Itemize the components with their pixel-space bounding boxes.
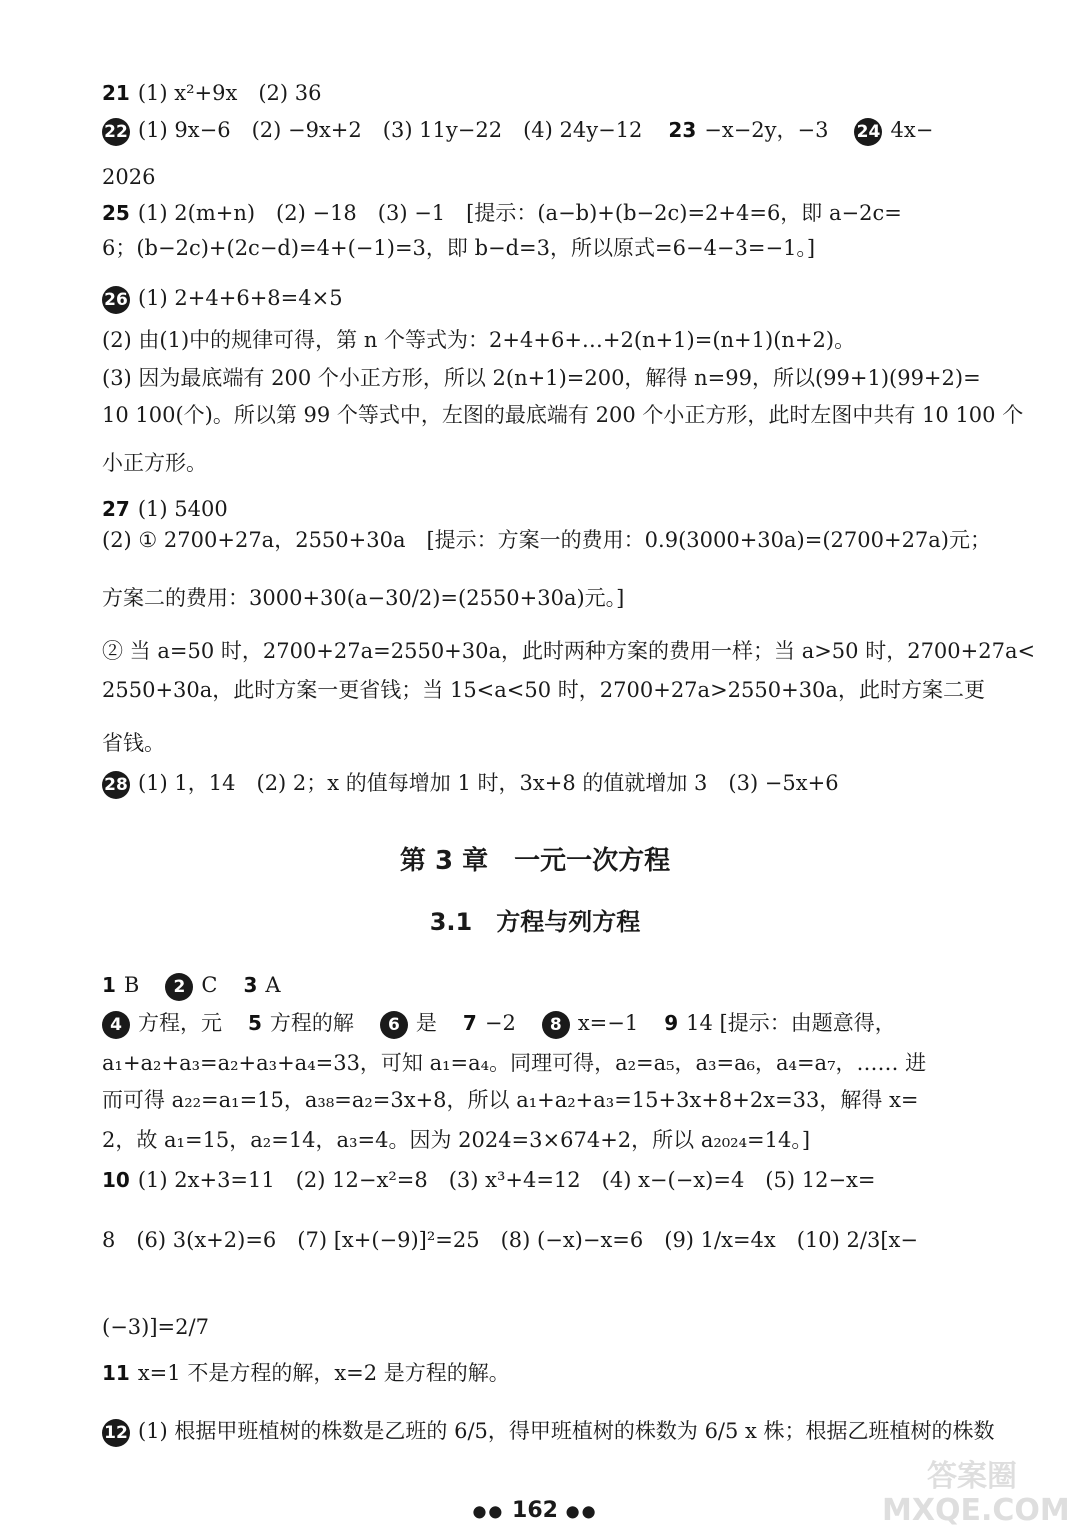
answer-line — [102, 1312, 1012, 1342]
question-number: 28 — [102, 771, 130, 799]
answer-text: a₁+a₂+a₃=a₂+a₃+a₄=33，可知 a₁=a₄。同理可得，a₂=a₅，a₃=a₆，a₄=a₇，…… 进 — [102, 1051, 927, 1075]
answer-text: 方程，元 — [138, 1011, 222, 1035]
answer-text: 方案二的费用：3000+30(a−30/2)=(2550+30a)元。] — [102, 586, 625, 610]
question-number: 2 — [165, 973, 193, 1001]
answer-text: C — [201, 973, 218, 997]
answer-line — [102, 1048, 1012, 1078]
question-number: 10 — [102, 1168, 130, 1192]
question-number: 7 — [462, 1011, 477, 1035]
question-number: 6 — [380, 1011, 408, 1039]
answer-line — [102, 162, 1012, 192]
answer-text: (1) 2(m+n) (2) −18 (3) −1 [提示：(a−b)+(b−2c)=2+4=6，即 a−2c= — [137, 201, 902, 225]
answer-text: 14 [提示：由题意得， — [686, 1011, 896, 1035]
answer-line — [102, 233, 1012, 263]
question-number: 8 — [542, 1011, 570, 1039]
answer-text: ② 当 a=50 时，2700+27a=2550+30a，此时两种方案的费用一样；当 a>50 时，2700+27a< — [102, 639, 1036, 663]
answer-line — [102, 728, 1012, 758]
answer-text: 6；(b−2c)+(2c−d)=4+(−1)=3，即 b−d=3，所以原式=6−4−3=−1。] — [102, 236, 816, 260]
answer-line — [102, 525, 1012, 555]
answer-text: (1) 9x−6 (2) −9x+2 (3) 11y−22 (4) 24y−12 — [138, 118, 643, 142]
answer-text: (1) 5400 — [137, 497, 228, 521]
question-number: 12 — [102, 1419, 130, 1447]
answer-text: (1) 根据甲班植树的株数是乙班的 6/5，得甲班植树的株数为 6/5 x 株；根据乙班植树的株数 — [138, 1419, 995, 1443]
question-number: 1 — [102, 973, 116, 997]
watermark-logo: 答案圈 MXQE.COM — [882, 1459, 1070, 1528]
answer-text: B — [123, 973, 140, 997]
answer-text: (1) 2x+3=11 (2) 12−x²=8 (3) x³+4=12 (4) x−(−x)=4 (5) 12−x= — [137, 1168, 876, 1192]
answer-line — [102, 115, 1012, 146]
answer-text: 而可得 a₂₂=a₁=15，a₃₈=a₂=3x+8，所以 a₁+a₂+a₃=15+3x+8+2x=33，解得 x= — [102, 1088, 919, 1112]
answer-line — [102, 583, 1012, 613]
footer-dots-right: ●● — [565, 1501, 598, 1521]
answer-line — [102, 1416, 1012, 1447]
answer-text: −2 — [484, 1011, 516, 1035]
question-number: 23 — [668, 118, 697, 142]
question-number: 27 — [102, 497, 130, 521]
answer-text: 2026 — [102, 165, 156, 189]
question-number: 26 — [102, 286, 130, 314]
answer-text: 8 (6) 3(x+2)=6 (7) [x+(−9)]²=25 (8) (−x)−x=6 (9) 1/x=4x (10) 2/3[x− — [102, 1228, 918, 1252]
question-number: 9 — [664, 1011, 679, 1035]
answer-line — [102, 675, 1012, 705]
question-number: 11 — [102, 1361, 130, 1385]
answer-text: 2550+30a，此时方案一更省钱；当 15<a<50 时，2700+27a>2550+30a，此时方案二更 — [102, 678, 985, 702]
question-number: 5 — [248, 1011, 262, 1035]
answer-text: A — [265, 973, 281, 997]
answer-line — [102, 198, 1012, 228]
chapter-title: 第 3 章 一元一次方程 — [399, 846, 671, 876]
answer-line — [102, 400, 1024, 430]
answer-text: (−3)]=2/7 — [102, 1315, 209, 1339]
question-number: 4 — [102, 1011, 130, 1039]
answer-line — [102, 636, 1036, 666]
question-number: 24 — [854, 118, 882, 146]
answer-text: x=1 不是方程的解，x=2 是方程的解。 — [137, 1361, 510, 1385]
answer-line — [102, 768, 1012, 799]
answer-text: (1) 2+4+6+8=4×5 — [138, 286, 343, 310]
answer-text: 方程的解 — [269, 1011, 354, 1035]
answer-text: (1) x²+9x (2) 36 — [137, 81, 322, 105]
answer-line — [102, 448, 1012, 478]
answer-line — [102, 1085, 1012, 1115]
answer-text: 10 100(个)。所以第 99 个等式中，左图的最底端有 200 个小正方形，此时左图中共有 10 100 个 — [102, 403, 1024, 427]
answer-text: 是 — [415, 1011, 437, 1035]
answer-text: (2) ① 2700+27a，2550+30a [提示：方案一的费用：0.9(3000+30a)=(2700+27a)元； — [102, 528, 992, 552]
section-title: 3.1 方程与列方程 — [429, 908, 641, 936]
answer-line — [102, 1165, 1012, 1195]
page-number: 162 — [512, 1498, 558, 1523]
answer-text: 省钱。 — [102, 731, 165, 755]
answer-text: (3) 因为最底端有 200 个小正方形，所以 2(n+1)=200，解得 n=99，所以(99+1)(99+2)= — [102, 366, 981, 390]
answer-line — [102, 970, 1012, 1001]
question-number: 25 — [102, 201, 130, 225]
answer-text: 4x− — [890, 118, 934, 142]
answer-line — [102, 363, 1012, 393]
question-number: 3 — [243, 973, 258, 997]
answer-text: 小正方形。 — [102, 451, 207, 475]
answer-text: (1) 1，14 (2) 2；x 的值每增加 1 时，3x+8 的值就增加 3 (3) −5x+6 — [138, 771, 839, 795]
answer-line — [102, 283, 1012, 314]
question-number: 22 — [102, 118, 130, 146]
answer-text: 2，故 a₁=15，a₂=14，a₃=4。因为 2024=3×674+2，所以 a₂₀₂₄=14。] — [102, 1128, 811, 1152]
footer-dots-left: ●● — [472, 1501, 505, 1521]
answer-text: (2) 由(1)中的规律可得，第 n 个等式为：2+4+6+…+2(n+1)=(n+1)(n+2)。 — [102, 328, 856, 352]
answer-line — [102, 325, 1012, 355]
answer-text: −x−2y，−3 — [704, 118, 829, 142]
question-number: 21 — [102, 81, 130, 105]
answer-line — [102, 1358, 1012, 1388]
answer-line — [102, 78, 1012, 108]
answer-line — [102, 1125, 1012, 1155]
answer-line — [102, 494, 1012, 524]
answer-line — [102, 1008, 1012, 1039]
answer-line — [102, 1225, 1012, 1255]
answer-text: x=−1 — [577, 1011, 639, 1035]
